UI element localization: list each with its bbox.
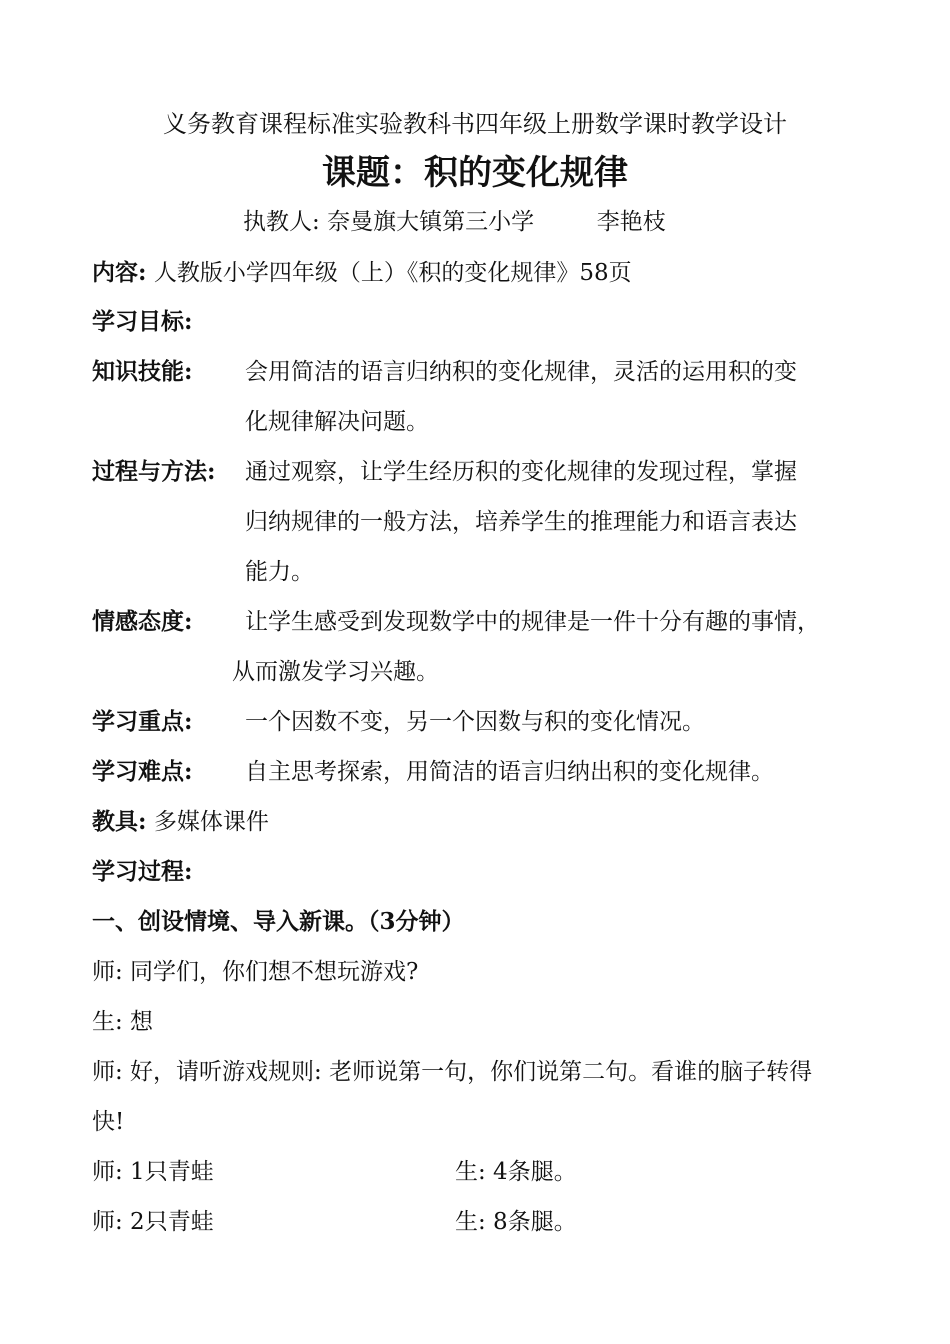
- dialogue-line: 快!: [92, 1109, 125, 1135]
- emotion-line2: 从而激发学习兴趣。: [232, 659, 439, 685]
- student-answer: 生: 8条腿。: [455, 1209, 577, 1235]
- emotion-label: 情感态度:: [92, 608, 193, 635]
- teacher-school: 奈曼旗大镇第三小学: [327, 209, 535, 235]
- process-method-line1: 通过观察，让学生经历积的变化规律的发现过程，掌握: [245, 459, 797, 485]
- process-method-line2: 归纳规律的一般方法，培养学生的推理能力和语言表达: [245, 509, 797, 535]
- knowledge-line1: 会用简洁的语言归纳积的变化规律，灵活的运用积的变: [245, 359, 797, 385]
- knowledge-label: 知识技能:: [92, 358, 193, 385]
- student-answer: 生: 4条腿。: [455, 1159, 577, 1185]
- aids-label: 教具:: [92, 808, 147, 835]
- aids-line: [92, 806, 269, 838]
- emotion-line1: 让学生感受到发现数学中的规律是一件十分有趣的事情，: [245, 609, 820, 635]
- key-point-text: 一个因数不变，另一个因数与积的变化情况。: [245, 709, 705, 735]
- process-method-line3: 能力。: [245, 559, 314, 585]
- teacher-prompt: 师: 2只青蛙: [92, 1209, 214, 1235]
- content-line: [92, 257, 632, 289]
- section-1-heading: 一、创设情境、导入新课。（3分钟）: [92, 908, 465, 935]
- process-method-label: 过程与方法:: [92, 458, 216, 485]
- dialogue-line: 师: 好，请听游戏规则: 老师说第一句，你们说第二句。看谁的脑子转得: [92, 1059, 813, 1085]
- dialogue-line: 生: 想: [92, 1009, 154, 1035]
- teacher-name: 李艳枝: [596, 209, 666, 235]
- teacher-prompt: 师: 1只青蛙: [92, 1159, 214, 1185]
- difficulty-text: 自主思考探索，用简洁的语言归纳出积的变化规律。: [245, 759, 774, 785]
- key-point-label: 学习重点:: [92, 708, 193, 735]
- teacher-label: 执教人:: [243, 209, 320, 235]
- content-text: 人教版小学四年级（上）《积的变化规律》58页: [153, 260, 632, 286]
- process-heading: 学习过程:: [92, 858, 193, 885]
- aids-text: 多媒体课件: [153, 809, 269, 835]
- content-label: 内容:: [92, 259, 147, 286]
- document-title: 课题：积的变化规律: [322, 153, 628, 193]
- difficulty-label: 学习难点:: [92, 758, 193, 785]
- objectives-heading: 学习目标:: [92, 308, 193, 335]
- knowledge-line2: 化规律解决问题。: [245, 409, 429, 435]
- document-subtitle: 义务教育课程标准实验教科书四年级上册数学课时教学设计: [163, 110, 787, 138]
- teacher-line: [243, 206, 666, 238]
- dialogue-line: 师: 同学们，你们想不想玩游戏?: [92, 959, 419, 985]
